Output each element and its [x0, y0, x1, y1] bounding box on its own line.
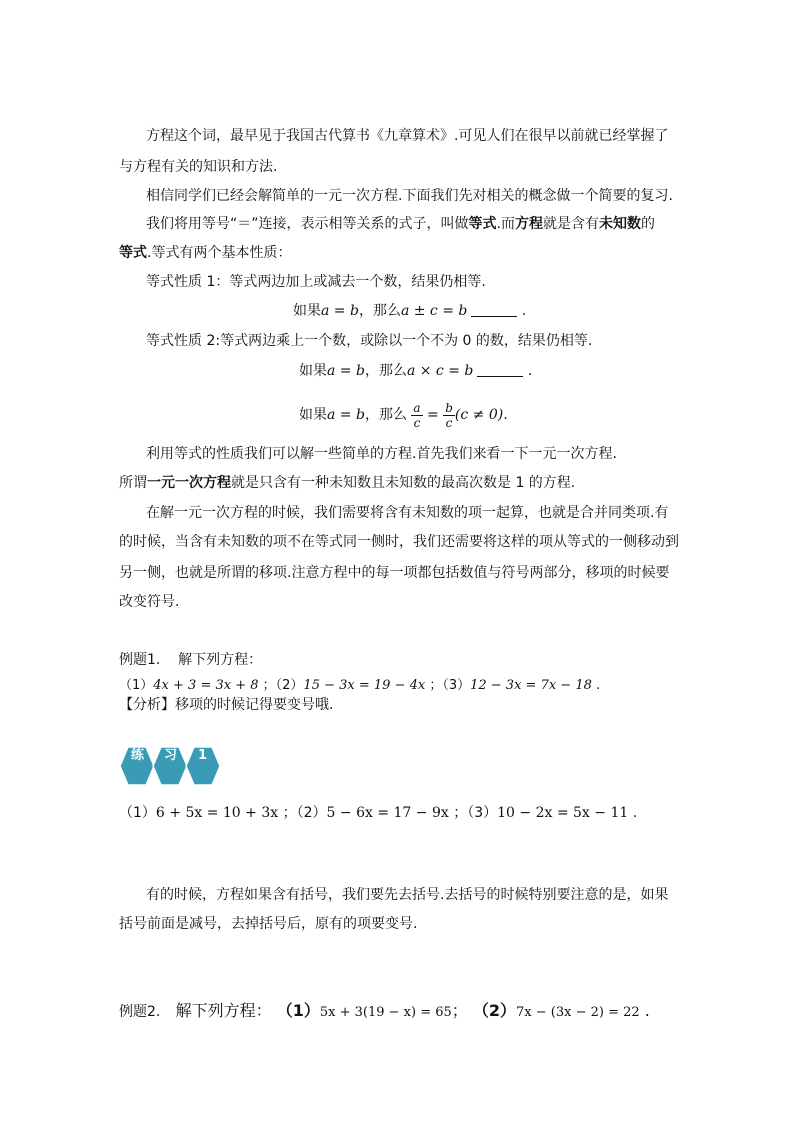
example-2	[119, 1000, 650, 1024]
nonzero-condition: (c ≠ 0)	[454, 407, 504, 423]
transposition-paragraph-line-3: 另一侧，也就是所谓的移项.注意方程中的每一项都包括数值与符号两部分，移项的时候要	[119, 565, 670, 581]
equation-1: 4x + 3 = 3x + 8	[153, 678, 259, 693]
definition-text: 我们将用等号“＝”连接，表示相等关系的式子，叫做	[146, 216, 469, 232]
definition-text: 所谓	[119, 475, 147, 491]
equation-3: 12 − 3x = 7x − 18	[470, 678, 592, 693]
definition-text: 就是只含有一种未知数且未知数的最高次数是 1 的方程.	[231, 475, 576, 491]
equation-2: 7x − (3x − 2) = 22	[516, 1005, 640, 1020]
equation-separator: ；	[451, 1001, 468, 1020]
property-1-formula	[293, 301, 526, 321]
example-2-title: 例题2.	[119, 1004, 161, 1020]
intro-paragraph-2: 相信同学们已经会解简单的一元一次方程.下面我们先对相关的概念做一个简要的复习.	[146, 188, 673, 204]
transposition-paragraph-line-1: 在解一元一次方程的时候，我们需要将含有未知数的项一起算，也就是合并同类项.有	[146, 505, 669, 521]
definition-text: .而	[496, 216, 515, 232]
fraction-denominator: c	[445, 415, 453, 430]
intro-paragraph-4: 利用等式的性质我们可以解一些简单的方程.首先我们来看一下一元一次方程.	[146, 446, 617, 462]
term-linear-equation: 一元一次方程	[147, 475, 231, 491]
fraction-numerator: a	[413, 400, 421, 415]
equation-label: （2）	[472, 1001, 517, 1020]
intro-paragraph-1-line-1: 方程这个词，最早见于我国古代算书《九章算术》.可见人们在很早以前就已经掌握了	[146, 128, 669, 144]
equation-end: .	[644, 1001, 650, 1020]
term-equation-equality: 等式	[468, 216, 497, 232]
equals-sign: =	[427, 407, 439, 423]
term-unknown: 未知数	[598, 216, 641, 232]
formula-text: 如果	[293, 303, 321, 319]
property-2-formula	[299, 361, 532, 381]
equation-label: ；（2）	[262, 678, 304, 693]
example-1-task: 解下列方程：	[178, 652, 263, 668]
equation-1: 5x + 3(19 − x) = 65	[319, 1005, 452, 1020]
example-1-title: 例题1.	[119, 652, 161, 668]
formula-end: .	[521, 303, 527, 319]
definition-text: 的	[640, 216, 655, 232]
intro-paragraph-1-line-2: 与方程有关的知识和方法.	[119, 159, 278, 175]
formula-condition: a = b	[327, 363, 365, 379]
badge-char-2: 习	[164, 748, 178, 763]
definition-paragraph-line-2	[119, 243, 291, 263]
equation-2: 5 − 6x = 17 − 9x	[326, 805, 449, 821]
fraction-b-over-c	[443, 401, 455, 430]
formula-end: .	[527, 363, 533, 379]
practice-1-equations	[119, 803, 637, 823]
equation-label: ；（2）	[282, 805, 327, 821]
brackets-paragraph-line-1: 有的时候，方程如果含有括号，我们要先去括号.去括号的时候特别要注意的是，如果	[146, 887, 669, 903]
term-equality: 等式	[119, 245, 147, 261]
equation-2: 15 − 3x = 19 − 4x	[303, 678, 426, 693]
definition-text: 就是含有	[542, 216, 599, 232]
answer-blank	[471, 302, 517, 317]
property-2-division-formula	[299, 400, 508, 430]
formula-text: 如果	[299, 407, 327, 423]
equation-label: （1）	[276, 1001, 320, 1020]
example-1-heading	[119, 650, 262, 670]
practice-badge	[119, 743, 223, 789]
example-2-task: 解下列方程：	[175, 1001, 272, 1020]
formula-text: 如果	[299, 363, 327, 379]
brackets-paragraph-line-2: 括号前面是减号，去掉括号后，原有的项要变号.	[119, 916, 418, 932]
transposition-paragraph-line-2: 的时候，当含有未知数的项不在等式同一侧时，我们还需要将这样的项从等式的一侧移动到	[119, 534, 679, 550]
badge-char-3: 1	[198, 748, 208, 763]
badge-char-1: 练	[131, 748, 145, 763]
formula-expression: a × c = b	[406, 363, 474, 379]
formula-text: ，那么	[358, 303, 401, 319]
answer-blank	[477, 362, 523, 377]
fraction-denominator: c	[413, 415, 421, 430]
equation-1: 6 + 5x = 10 + 3x	[155, 805, 279, 821]
formula-condition: a = b	[327, 407, 365, 423]
equation-label: ；（3）	[429, 678, 471, 693]
equation-end: .	[596, 678, 601, 693]
equation-3: 10 − 2x = 5x − 11	[497, 805, 629, 821]
example-1-equations	[119, 676, 600, 696]
definition-paragraph-line-1	[146, 214, 655, 234]
equation-label: ；（3）	[453, 805, 498, 821]
linear-equation-definition	[119, 473, 575, 493]
fraction-a-over-c	[411, 401, 422, 430]
fraction-numerator: b	[445, 400, 453, 415]
equation-label: （1）	[119, 678, 154, 693]
formula-condition: a = b	[321, 303, 359, 319]
equation-label: （1）	[119, 805, 156, 821]
example-1-analysis: 【分析】移项的时候记得要变号哦.	[119, 697, 334, 713]
formula-text: ，那么	[364, 407, 407, 423]
formula-end: .	[503, 407, 508, 423]
formula-expression: a ± c = b	[400, 303, 468, 319]
definition-text: .等式有两个基本性质：	[147, 245, 292, 261]
property-1: 等式性质 1：等式两边加上或减去一个数，结果仍相等.	[146, 274, 486, 290]
term-equation: 方程	[514, 216, 543, 232]
formula-text: ，那么	[364, 363, 407, 379]
transposition-paragraph-line-4: 改变符号.	[119, 594, 180, 610]
equation-end: .	[632, 805, 638, 821]
property-2: 等式性质 2:等式两边乘上一个数，或除以一个不为 0 的数，结果仍相等.	[146, 333, 593, 349]
